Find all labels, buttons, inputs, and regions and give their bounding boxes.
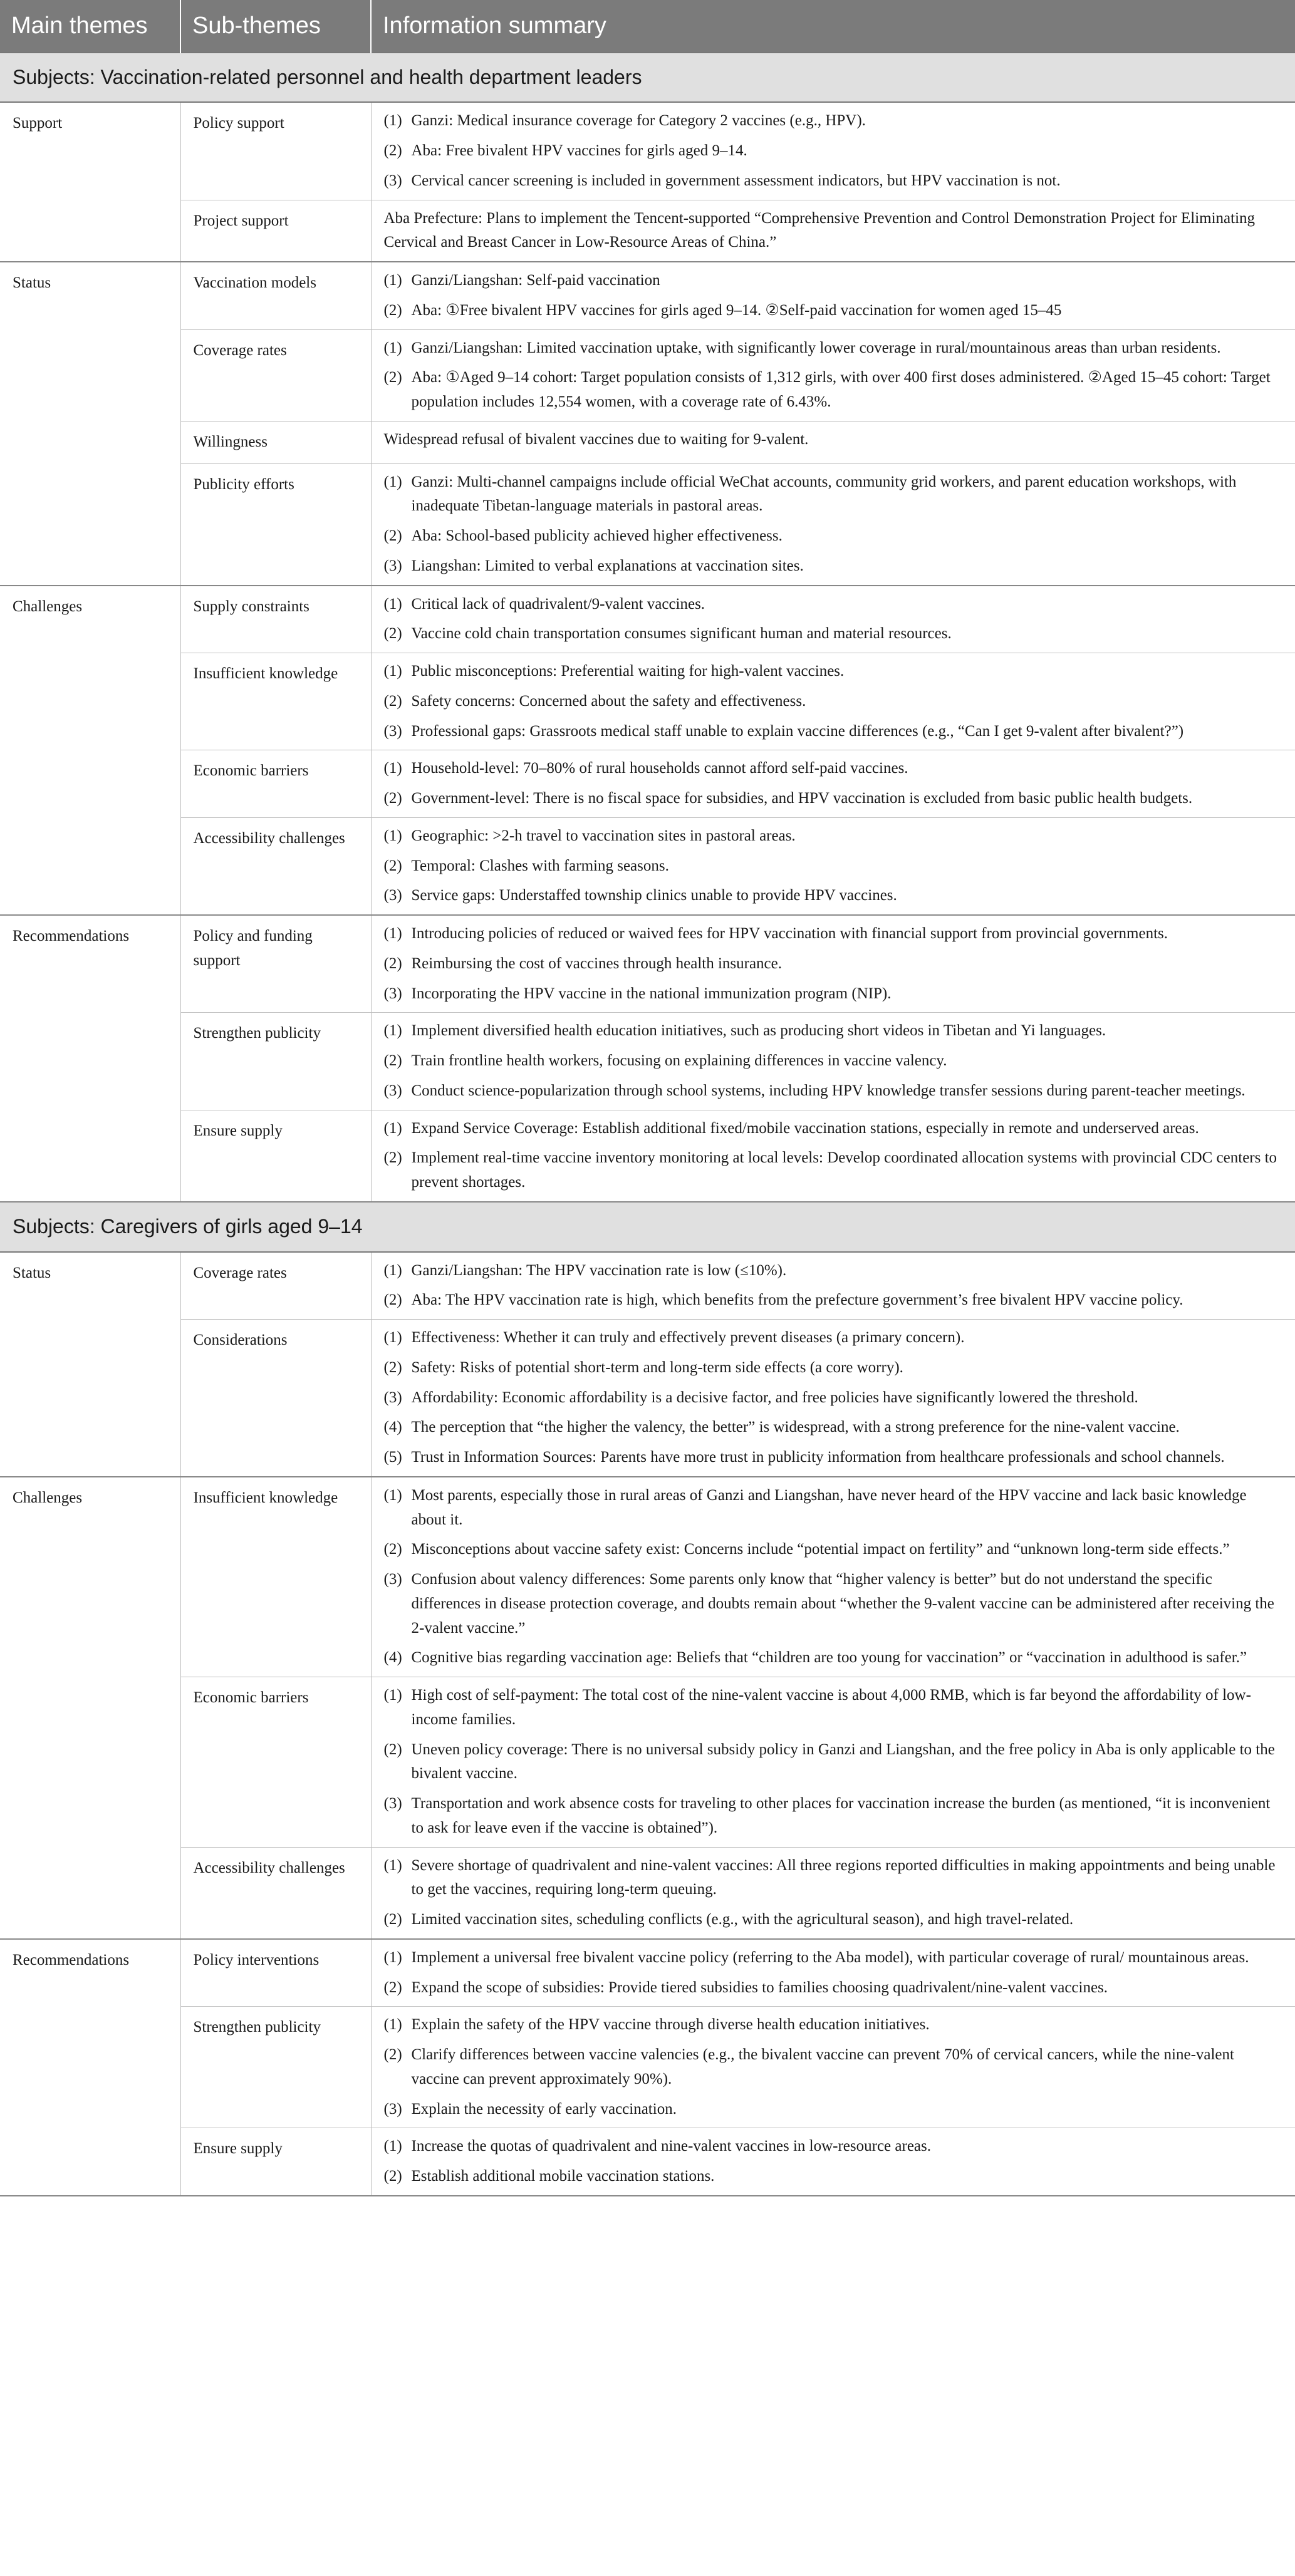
- item-text: Explain the safety of the HPV vaccine through diverse health education initiatives.: [411, 2016, 930, 2034]
- item-number: (2): [383, 1291, 402, 1309]
- table-row: [0, 915, 1295, 1013]
- summary-item: [384, 1854, 1283, 1903]
- item-number: (3): [383, 722, 402, 740]
- table-row: [0, 1677, 1295, 1848]
- item-number: (4): [383, 1419, 402, 1436]
- summary-item: [384, 470, 1283, 519]
- sub-theme-cell: Publicity efforts: [180, 463, 371, 586]
- table-row: [0, 329, 1295, 421]
- summary-item: [384, 1568, 1283, 1640]
- information-summary-cell: [371, 102, 1295, 200]
- item-text: Aba: The HPV vaccination rate is high, which benefits from the prefecture government’s free bivalent HPV vaccine policy.: [411, 1291, 1183, 1309]
- table-row: [0, 750, 1295, 818]
- item-text: Affordability: Economic affordability is a decisive factor, and free policies have significantly lowered the threshold.: [411, 1389, 1138, 1406]
- table-row: [0, 1110, 1295, 1202]
- summary-item: [384, 2098, 1283, 2122]
- summary-item: [384, 1288, 1283, 1313]
- sub-theme-cell: Considerations: [180, 1320, 371, 1477]
- summary-item: [384, 952, 1283, 976]
- summary-item: [384, 428, 1283, 452]
- item-number: (2): [383, 142, 402, 160]
- item-text: The perception that “the higher the valency, the better” is widespread, with a strong preference for the nine-valent vaccine.: [411, 1419, 1180, 1436]
- information-summary-cell: [371, 329, 1295, 421]
- item-number: (1): [383, 473, 402, 490]
- table-row: [0, 2128, 1295, 2196]
- item-text: Aba Prefecture: Plans to implement the Tencent-supported “Comprehensive Prevention and Control Demonstration Project for Eliminating Cervical and Breast Cancer in Low-Resource Areas of China.”: [383, 209, 1256, 251]
- summary-item: [384, 922, 1283, 946]
- item-number: (3): [383, 1389, 402, 1406]
- item-number: (2): [383, 1358, 402, 1376]
- sub-theme-cell: Accessibility challenges: [180, 1847, 371, 1939]
- item-number: (3): [383, 172, 402, 189]
- item-number: (2): [383, 790, 402, 807]
- item-text: Ganzi/Liangshan: Limited vaccination uptake, with significantly lower coverage in rural/mountainous areas than urban residents.: [411, 339, 1221, 356]
- sub-theme-cell: Vaccination models: [180, 262, 371, 329]
- sub-theme-cell: Ensure supply: [180, 1110, 371, 1202]
- item-number: (2): [383, 301, 402, 319]
- section-row: [0, 1202, 1295, 1252]
- item-number: (3): [383, 1571, 402, 1588]
- sub-theme-cell: Willingness: [180, 421, 371, 463]
- item-text: Vaccine cold chain transportation consumes significant human and material resources.: [411, 625, 952, 643]
- sub-theme-cell: Policy interventions: [180, 1939, 371, 2007]
- section-title: Subjects: Caregivers of girls aged 9–14: [0, 1202, 1295, 1252]
- sub-theme-cell: Policy and funding support: [180, 915, 371, 1013]
- item-number: (1): [383, 2016, 402, 2034]
- summary-item: [384, 366, 1283, 415]
- item-text: Aba: Free bivalent HPV vaccines for girls aged 9–14.: [411, 142, 747, 160]
- summary-item: [384, 207, 1283, 256]
- sub-theme-cell: Insufficient knowledge: [180, 653, 371, 750]
- item-text: Household-level: 70–80% of rural households cannot afford self-paid vaccines.: [411, 760, 908, 777]
- item-text: Government-level: There is no fiscal space for subsidies, and HPV vaccination is excluded from basic public health budgets.: [411, 790, 1193, 807]
- summary-item: [384, 787, 1283, 811]
- item-number: (2): [383, 369, 402, 386]
- main-theme-cell: Support: [0, 102, 180, 262]
- summary-item: [384, 1446, 1283, 1470]
- summary-item: [384, 660, 1283, 684]
- item-number: (1): [383, 1022, 402, 1040]
- main-theme-cell: Status: [0, 1252, 180, 1477]
- item-text: Ganzi/Liangshan: Self-paid vaccination: [411, 272, 660, 289]
- summary-item: [384, 2013, 1283, 2037]
- information-summary-cell: [371, 750, 1295, 818]
- summary-item: [384, 269, 1283, 293]
- item-number: (1): [383, 112, 402, 130]
- item-number: (1): [383, 1329, 402, 1347]
- item-text: Public misconceptions: Preferential waiting for high-valent vaccines.: [411, 663, 845, 680]
- item-text: Severe shortage of quadrivalent and nine-valent vaccines: All three regions reported difficulties in making appointments and being unable to get the vaccines, requiring long-term queuing.: [411, 1856, 1276, 1898]
- item-number: (1): [383, 925, 402, 943]
- item-number: (2): [383, 2046, 402, 2064]
- item-number: (2): [383, 1741, 402, 1758]
- main-theme-cell: Challenges: [0, 586, 180, 916]
- item-text: Liangshan: Limited to verbal explanations at vaccination sites.: [411, 557, 804, 574]
- sub-theme-cell: Insufficient knowledge: [180, 1477, 371, 1677]
- summary-item: [384, 1415, 1283, 1440]
- summary-item: [384, 1684, 1283, 1732]
- item-number: (1): [383, 1856, 402, 1874]
- item-text: Implement diversified health education initiatives, such as producing short videos in Tibetan and Yi languages.: [411, 1022, 1106, 1040]
- item-text: Professional gaps: Grassroots medical staff unable to explain vaccine differences (e.g., “Can I get 9-valent after bivalent?”): [411, 722, 1184, 740]
- information-summary-cell: [371, 2007, 1295, 2128]
- summary-item: [384, 854, 1283, 879]
- item-text: High cost of self-payment: The total cost of the nine-valent vaccine is about 4,000 RMB, which is far beyond the affordability of low-income families.: [411, 1687, 1251, 1728]
- header-main-themes: Main themes: [0, 0, 180, 53]
- item-number: (5): [383, 1449, 402, 1466]
- main-theme-cell: Challenges: [0, 1477, 180, 1939]
- item-number: (1): [383, 595, 402, 613]
- summary-item: [384, 1946, 1283, 1970]
- item-text: Implement real-time vaccine inventory monitoring at local levels: Develop coordinated allocation systems with provincial CDC centers to prevent shortages.: [411, 1149, 1277, 1191]
- item-number: (1): [383, 827, 402, 844]
- item-text: Conduct science-popularization through school systems, including HPV knowledge transfer sessions during parent-teacher meetings.: [411, 1082, 1246, 1099]
- item-number: (3): [383, 2100, 402, 2118]
- item-text: Introducing policies of reduced or waived fees for HPV vaccination with financial support from provincial governments.: [411, 925, 1168, 943]
- item-text: Trust in Information Sources: Parents have more trust in publicity information from healthcare professionals and school channels.: [411, 1449, 1225, 1466]
- summary-item: [384, 1326, 1283, 1350]
- summary-item: [384, 1079, 1283, 1104]
- summary-item: [384, 2043, 1283, 2092]
- item-text: Clarify differences between vaccine valencies (e.g., the bivalent vaccine can prevent 70% of cervical cancers, while the nine-valent vaccine can prevent approximately 90%).: [411, 2046, 1234, 2087]
- item-text: Uneven policy coverage: There is no universal subsidy policy in Ganzi and Liangshan, and the free policy in Aba is only applicable to the bivalent vaccine.: [411, 1741, 1275, 1782]
- sub-theme-cell: Supply constraints: [180, 586, 371, 653]
- table-row: [0, 817, 1295, 915]
- item-number: (2): [383, 2168, 402, 2185]
- summary-item: [384, 1259, 1283, 1283]
- item-number: (1): [383, 272, 402, 289]
- table-row: [0, 463, 1295, 586]
- item-text: Geographic: >2-h travel to vaccination sites in pastoral areas.: [411, 827, 796, 844]
- item-number: (1): [383, 663, 402, 680]
- information-summary-cell: [371, 653, 1295, 750]
- item-text: Train frontline health workers, focusing on explaining differences in vaccine valency.: [411, 1052, 947, 1070]
- item-text: Effectiveness: Whether it can truly and effectively prevent diseases (a primary concern).: [411, 1329, 965, 1347]
- item-number: (1): [383, 339, 402, 356]
- item-text: Expand Service Coverage: Establish additional fixed/mobile vaccination stations, especially in remote and underserved areas.: [411, 1119, 1199, 1137]
- table-row: [0, 421, 1295, 463]
- summary-item: [384, 690, 1283, 714]
- item-text: Aba: School-based publicity achieved higher effectiveness.: [411, 527, 783, 545]
- item-number: (1): [383, 2138, 402, 2155]
- table-row: [0, 1847, 1295, 1939]
- item-text: Cognitive bias regarding vaccination age: Beliefs that “children are too young for vaccination” or “vaccination in adulthood is safer.”: [411, 1649, 1247, 1667]
- item-text: Safety: Risks of potential short-term and long-term side effects (a core worry).: [411, 1358, 903, 1376]
- item-text: Ganzi: Medical insurance coverage for Category 2 vaccines (e.g., HPV).: [411, 112, 866, 130]
- item-text: Most parents, especially those in rural areas of Ganzi and Liangshan, have never heard of the HPV vaccine and lack basic knowledge about it.: [411, 1486, 1247, 1528]
- item-text: Confusion about valency differences: Some parents only know that “higher valency is better” but do not understand the specific differences in disease protection coverage, and doubts remain about “whether the 9-valent vaccine can be administered after receiving the 2-valent vaccine.”: [411, 1571, 1274, 1637]
- item-number: (2): [383, 954, 402, 972]
- main-theme-cell: Status: [0, 262, 180, 586]
- sub-theme-cell: Coverage rates: [180, 1252, 371, 1320]
- summary-item: [384, 884, 1283, 908]
- summary-item: [384, 1019, 1283, 1043]
- item-number: (4): [383, 1649, 402, 1667]
- sub-theme-cell: Ensure supply: [180, 2128, 371, 2196]
- summary-item: [384, 524, 1283, 549]
- item-text: Reimbursing the cost of vaccines through health insurance.: [411, 954, 783, 972]
- item-text: Limited vaccination sites, scheduling conflicts (e.g., with the agricultural season), and high travel-related.: [411, 1911, 1074, 1928]
- information-summary-cell: [371, 1477, 1295, 1677]
- item-text: Aba: ①Aged 9–14 cohort: Target population consists of 1,312 girls, with over 400 first doses administered. ②Aged 15–45 cohort: Target population includes 12,554 women, with a coverage rate of 6.43%.: [411, 369, 1271, 411]
- item-text: Explain the necessity of early vaccination.: [411, 2100, 677, 2118]
- summary-item: [384, 1386, 1283, 1410]
- item-text: Incorporating the HPV vaccine in the national immunization program (NIP).: [411, 985, 892, 1002]
- summary-item: [384, 1049, 1283, 1073]
- information-summary-cell: [371, 1013, 1295, 1110]
- item-text: Establish additional mobile vaccination stations.: [411, 2168, 715, 2185]
- item-text: Misconceptions about vaccine safety exist: Concerns include “potential impact on fertility” and “unknown long-term side effects.”: [411, 1541, 1230, 1558]
- table-row: [0, 1939, 1295, 2007]
- summary-item: [384, 1792, 1283, 1841]
- main-theme-cell: Recommendations: [0, 1939, 180, 2196]
- table-row: [0, 1252, 1295, 1320]
- item-text: Service gaps: Understaffed township clinics unable to provide HPV vaccines.: [411, 887, 897, 904]
- summary-item: [384, 720, 1283, 744]
- summary-item: [384, 1738, 1283, 1787]
- table-row: [0, 2007, 1295, 2128]
- item-number: (2): [383, 1911, 402, 1928]
- table-row: [0, 1477, 1295, 1677]
- summary-item: [384, 109, 1283, 133]
- item-number: (3): [383, 887, 402, 904]
- item-text: Expand the scope of subsidies: Provide tiered subsidies to families choosing quadrivalent/nine-valent vaccines.: [411, 1979, 1108, 1996]
- summary-item: [384, 2165, 1283, 2189]
- information-summary-cell: [371, 200, 1295, 262]
- summary-item: [384, 622, 1283, 646]
- item-text: Transportation and work absence costs for traveling to other places for vaccination increase the burden (as mentioned, “it is inconvenient to ask for leave even if the vaccine is obtained”).: [411, 1795, 1271, 1836]
- header-row: [0, 0, 1295, 53]
- summary-item: [384, 1484, 1283, 1533]
- summary-item: [384, 1646, 1283, 1670]
- item-number: (1): [383, 760, 402, 777]
- information-summary-cell: [371, 2128, 1295, 2196]
- item-text: Ganzi: Multi-channel campaigns include official WeChat accounts, community grid workers, and parent education workshops, with inadequate Tibetan-language materials in pastoral areas.: [411, 473, 1237, 515]
- information-summary-cell: [371, 915, 1295, 1013]
- item-text: Critical lack of quadrivalent/9-valent vaccines.: [411, 595, 705, 613]
- sub-theme-cell: Economic barriers: [180, 1677, 371, 1848]
- item-number: (1): [383, 1948, 402, 1966]
- sub-theme-cell: Strengthen publicity: [180, 2007, 371, 2128]
- item-text: Aba: ①Free bivalent HPV vaccines for girls aged 9–14. ②Self-paid vaccination for women aged 15–45: [411, 301, 1062, 319]
- table-body: [0, 53, 1295, 2196]
- table-row: [0, 200, 1295, 262]
- information-summary-cell: [371, 1677, 1295, 1848]
- section-title: Subjects: Vaccination-related personnel and health department leaders: [0, 53, 1295, 103]
- header-information-summary: Information summary: [371, 0, 1295, 53]
- item-number: (2): [383, 1979, 402, 1996]
- table-row: [0, 102, 1295, 200]
- main-theme-cell: Recommendations: [0, 915, 180, 1202]
- summary-item: [384, 299, 1283, 323]
- summary-item: [384, 1356, 1283, 1380]
- sub-theme-cell: Strengthen publicity: [180, 1013, 371, 1110]
- item-number: (3): [383, 1795, 402, 1813]
- information-summary-cell: [371, 421, 1295, 463]
- item-text: Cervical cancer screening is included in government assessment indicators, but HPV vaccination is not.: [411, 172, 1061, 189]
- item-number: (1): [383, 1261, 402, 1279]
- item-number: (3): [383, 985, 402, 1002]
- header-sub-themes: Sub-themes: [180, 0, 371, 53]
- summary-item: [384, 592, 1283, 617]
- table-row: [0, 262, 1295, 329]
- summary-item: [384, 1908, 1283, 1932]
- summary-item: [384, 554, 1283, 579]
- summary-item: [384, 982, 1283, 1006]
- summary-item: [384, 2134, 1283, 2159]
- item-number: (1): [383, 1119, 402, 1137]
- summary-item: [384, 757, 1283, 781]
- item-number: (1): [383, 1687, 402, 1704]
- table-row: [0, 1013, 1295, 1110]
- summary-item: [384, 1976, 1283, 2000]
- information-summary-cell: [371, 1847, 1295, 1939]
- sub-theme-cell: Project support: [180, 200, 371, 262]
- information-summary-cell: [371, 1252, 1295, 1320]
- section-row: [0, 53, 1295, 103]
- information-summary-cell: [371, 817, 1295, 915]
- item-number: (2): [383, 692, 402, 710]
- item-number: (2): [383, 527, 402, 545]
- sub-theme-cell: Economic barriers: [180, 750, 371, 818]
- item-number: (2): [383, 1052, 402, 1070]
- item-number: (3): [383, 1082, 402, 1099]
- information-summary-cell: [371, 1320, 1295, 1477]
- information-summary-cell: [371, 1110, 1295, 1202]
- item-text: Increase the quotas of quadrivalent and nine-valent vaccines in low-resource areas.: [411, 2138, 931, 2155]
- table-row: [0, 1320, 1295, 1477]
- sub-theme-cell: Policy support: [180, 102, 371, 200]
- table-row: [0, 653, 1295, 750]
- item-number: (3): [383, 557, 402, 574]
- summary-item: [384, 1146, 1283, 1195]
- summary-item: [384, 336, 1283, 361]
- information-summary-cell: [371, 586, 1295, 653]
- item-text: Widespread refusal of bivalent vaccines due to waiting for 9-valent.: [383, 430, 809, 448]
- summary-item: [384, 1538, 1283, 1562]
- item-text: Implement a universal free bivalent vaccine policy (referring to the Aba model), with particular coverage of rural/ mountainous areas.: [411, 1948, 1249, 1966]
- item-number: (1): [383, 1486, 402, 1504]
- information-summary-cell: [371, 1939, 1295, 2007]
- item-text: Safety concerns: Concerned about the safety and effectiveness.: [411, 692, 806, 710]
- summary-item: [384, 824, 1283, 849]
- information-summary-cell: [371, 262, 1295, 329]
- item-text: Ganzi/Liangshan: The HPV vaccination rate is low (≤10%).: [411, 1261, 787, 1279]
- summary-item: [384, 169, 1283, 194]
- item-number: (2): [383, 857, 402, 874]
- sub-theme-cell: Accessibility challenges: [180, 817, 371, 915]
- summary-item: [384, 1117, 1283, 1141]
- item-number: (2): [383, 625, 402, 643]
- item-text: Temporal: Clashes with farming seasons.: [411, 857, 669, 874]
- item-number: (2): [383, 1149, 402, 1167]
- table-row: [0, 586, 1295, 653]
- item-number: (2): [383, 1541, 402, 1558]
- sub-theme-cell: Coverage rates: [180, 329, 371, 421]
- summary-item: [384, 139, 1283, 163]
- information-summary-cell: [371, 463, 1295, 586]
